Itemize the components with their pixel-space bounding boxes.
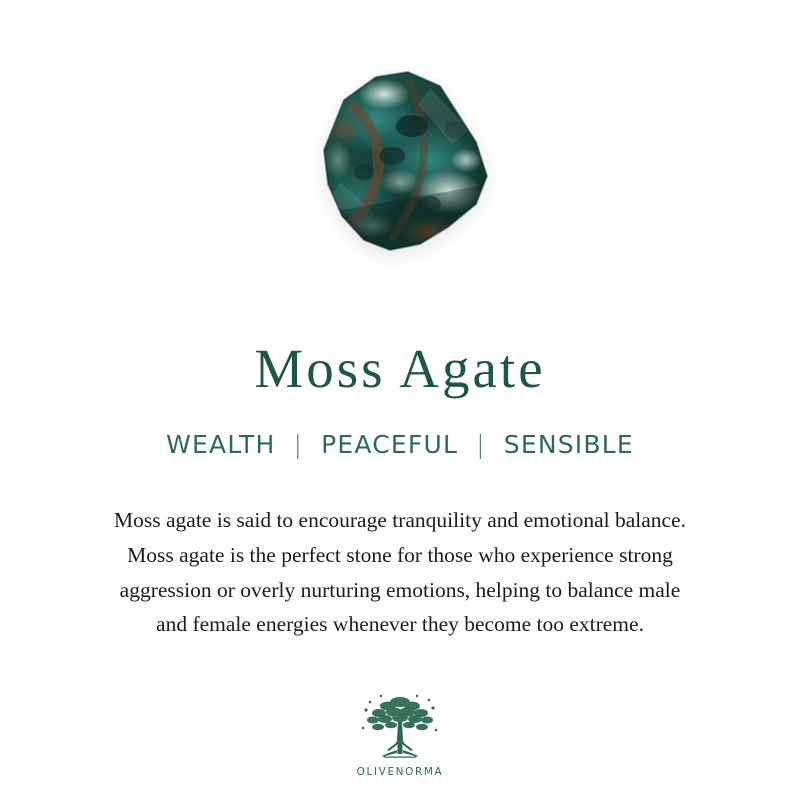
description-line-3: aggression or overly nurturing emotions, helping to balance male: [119, 577, 681, 602]
keyword-separator: |: [476, 430, 486, 459]
brand-name: OLIVENORMA: [356, 766, 444, 778]
description-block: [40, 503, 760, 642]
tree-logo-icon: [357, 688, 443, 764]
page-title: Moss Agate: [254, 338, 546, 399]
keyword-sensible: SENSIBLE: [503, 430, 634, 459]
brand-logo: [0, 688, 800, 778]
keyword-peaceful: PEACEFUL: [321, 430, 459, 459]
moss-agate-stone-icon: [280, 64, 520, 279]
keyword-list: [162, 430, 638, 459]
stone-image: [280, 64, 520, 279]
description-line-2: Moss agate is the perfect stone for those who experience strong: [127, 542, 673, 567]
keyword-wealth: WEALTH: [166, 430, 276, 459]
description-line-1: Moss agate is said to encourage tranquility and emotional balance.: [114, 508, 686, 532]
description-line-4: and female energies whenever they become too extreme.: [156, 612, 644, 637]
keyword-separator: |: [293, 430, 304, 459]
